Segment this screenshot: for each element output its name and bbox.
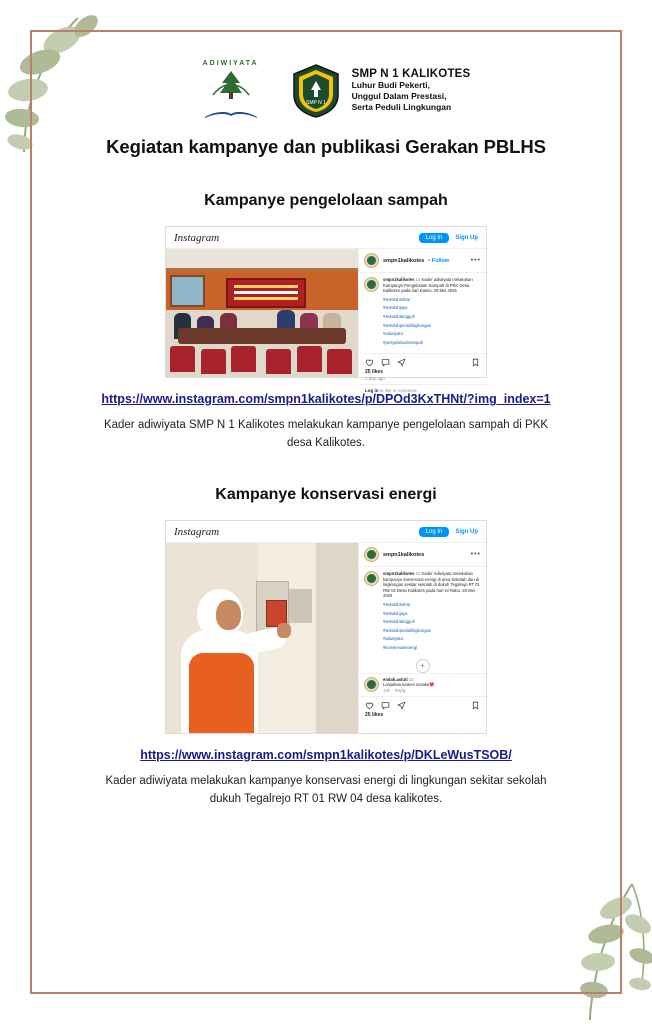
post-account-header-2 [359,543,486,567]
hashtag-2-6[interactable]: #konservasienergi [383,644,417,650]
instagram-topbar-2 [166,521,486,543]
post-action-bar-2 [359,696,486,712]
figure-caption-energy: Kader adiwiyata melakukan kampanye konservasi energi di lingkungan sekitar sekolah dukuh Tegalrejo RT 01 RW 04 desa kalikotes. [105,775,547,805]
instagram-sidebar [358,249,486,394]
reply-button[interactable]: Reply [394,687,406,693]
hashtag-2-5[interactable]: #adiwiyata [383,636,403,642]
post-photo-student-switch [166,543,358,733]
comment-meta: 14h · Reply [383,687,406,693]
heart-icon[interactable] [365,358,374,367]
hashtag-2[interactable]: #sekolahjaya [383,305,408,311]
tree-icon [209,69,253,101]
hashtag-5[interactable]: #adiwiyata [383,331,403,337]
page-title: Kegiatan kampanye dan publikasi Gerakan PBLHS [106,136,546,157]
svg-text:SMP N 1: SMP N 1 [305,100,326,106]
signup-button[interactable]: Sign Up [455,234,478,241]
bookmark-icon[interactable] [471,358,480,367]
hashtag-2-3[interactable]: #sekolahtangguh [383,619,415,625]
adiwiyata-logo [182,60,280,122]
avatar [364,253,379,268]
caption-text-block-2 [383,571,481,651]
account-username[interactable]: smpn1kalikotes [383,257,425,264]
login-prompt-link[interactable]: Log in [365,388,379,394]
school-identity [352,69,471,113]
follow-button[interactable]: • Follow [428,257,450,264]
school-name: SMP N 1 KALIKOTES [351,68,471,80]
signup-button-2[interactable]: Sign Up [455,528,478,535]
school-motto-line-3: Serta Peduli Lingkungan [351,102,452,112]
school-logo [290,63,342,119]
comment-avatar [364,677,379,692]
comment-body: Lanjutkan,kamen sosaku❤️ [383,682,435,688]
more-options-icon[interactable]: ••• [470,257,481,264]
share-icon-2[interactable] [397,701,406,710]
section-title-waste-campaign: Kampanye pengelolaan sampah [204,192,448,209]
school-motto-line-2: Unggul Dalam Prestasi, [351,91,447,101]
hashtag-2-2[interactable]: #sekolahjaya [383,610,408,616]
caption-body: Kader adiwiyata melakukan Kampanye Pengelolaan Sampah di PKK Desa Kalikotes pada hari Kamis, 29 Mei 2025 [383,277,473,294]
post-caption-2 [359,567,486,653]
comment-icon-2[interactable] [381,701,390,710]
avatar-2 [364,547,379,562]
comment-text-block [383,677,435,694]
hashtag-2-4[interactable]: #sekolahpedulilingkungan [383,627,432,633]
hashtag-4[interactable]: #sekolahpedulilingkungan [383,322,432,328]
comment-username[interactable]: endah.astuti [383,676,408,682]
share-icon[interactable] [397,358,406,367]
comment-likes-time: 14h [383,687,390,693]
post-timestamp: 1 day ago [365,376,385,382]
caption-body-2: Kader Adiwiyata melakukan kampanye konservasi energi di area Sekolah dan di lingkungan sekitar sekolah di dukuh Tegalrejo RT 01 RW 04 Desa Kalikotes pada hari ini Rabu, 28 Mei 2025 [383,571,480,599]
caption-username[interactable]: smpn1kalikotes [383,277,415,282]
section-title-energy-campaign: Kampanye konservasi energi [215,486,437,503]
instagram-auth-buttons [419,233,478,243]
heart-icon-2[interactable] [365,701,374,710]
login-button-2[interactable]: Log In [419,527,450,537]
instagram-link-waste[interactable]: https://www.instagram.com/smpn1kalikotes/p/DPOd3KxTHNt/?img_index=1 [101,392,551,406]
hashtag-2-1[interactable]: #sekolahsehat [383,601,411,607]
instagram-sidebar-2 [358,543,486,733]
hashtag-6[interactable]: #pengelolaansampah [383,339,424,345]
instagram-auth-buttons-2 [419,527,478,537]
instagram-post-body [166,249,486,394]
caption-avatar [364,277,379,292]
school-motto-line-1: Luhur Budi Pekerti, [351,80,430,90]
instagram-wordmark-2: Instagram [174,525,220,538]
hashtag-3[interactable]: #sekolahtangguh [383,313,415,319]
login-prompt [359,384,486,396]
document-content [55,50,597,808]
post-account-header [359,249,486,273]
account-username-2[interactable]: smpn1kalikotes [383,551,425,558]
login-prompt-text: to like or comment. [378,388,418,394]
instagram-screenshot-waste [165,226,487,394]
instagram-wordmark: Instagram [174,231,220,244]
caption-text-block [383,277,481,345]
like-count-2: 25 likes [365,712,384,719]
caption-time: 1d [415,277,421,282]
login-button[interactable]: Log In [419,233,450,243]
caption-time-2: 2d [415,571,421,576]
figure-caption-waste: Kader adiwiyata SMP N 1 Kalikotes melakukan kampanye pengelolaan sampah di PKK desa Kalikotes. [103,419,549,449]
plus-circle-icon[interactable]: + [416,659,430,673]
book-icon [203,109,259,119]
comment-time: 1d [408,676,414,682]
comment-item [359,673,486,697]
document-header [55,60,597,122]
post-photo-meeting-room [166,249,358,377]
like-count: 25 likes [365,369,384,376]
bookmark-icon-2[interactable] [471,701,480,710]
comment-icon[interactable] [381,358,390,367]
post-action-bar [359,353,486,369]
adiwiyata-label: ADIWIYATA [202,60,259,67]
instagram-post-body-2 [166,543,486,733]
caption-username-2[interactable]: smpn1kalikotes [383,571,415,576]
instagram-link-energy[interactable]: https://www.instagram.com/smpn1kalikotes/p/DKLeWusTSOB/ [140,748,512,762]
more-options-icon-2[interactable]: ••• [470,551,481,558]
caption-avatar-2 [364,571,379,586]
post-caption [359,273,486,347]
hashtag-1[interactable]: #sekolahsehat [383,296,411,302]
instagram-screenshot-energy [165,520,487,734]
instagram-topbar [166,227,486,249]
